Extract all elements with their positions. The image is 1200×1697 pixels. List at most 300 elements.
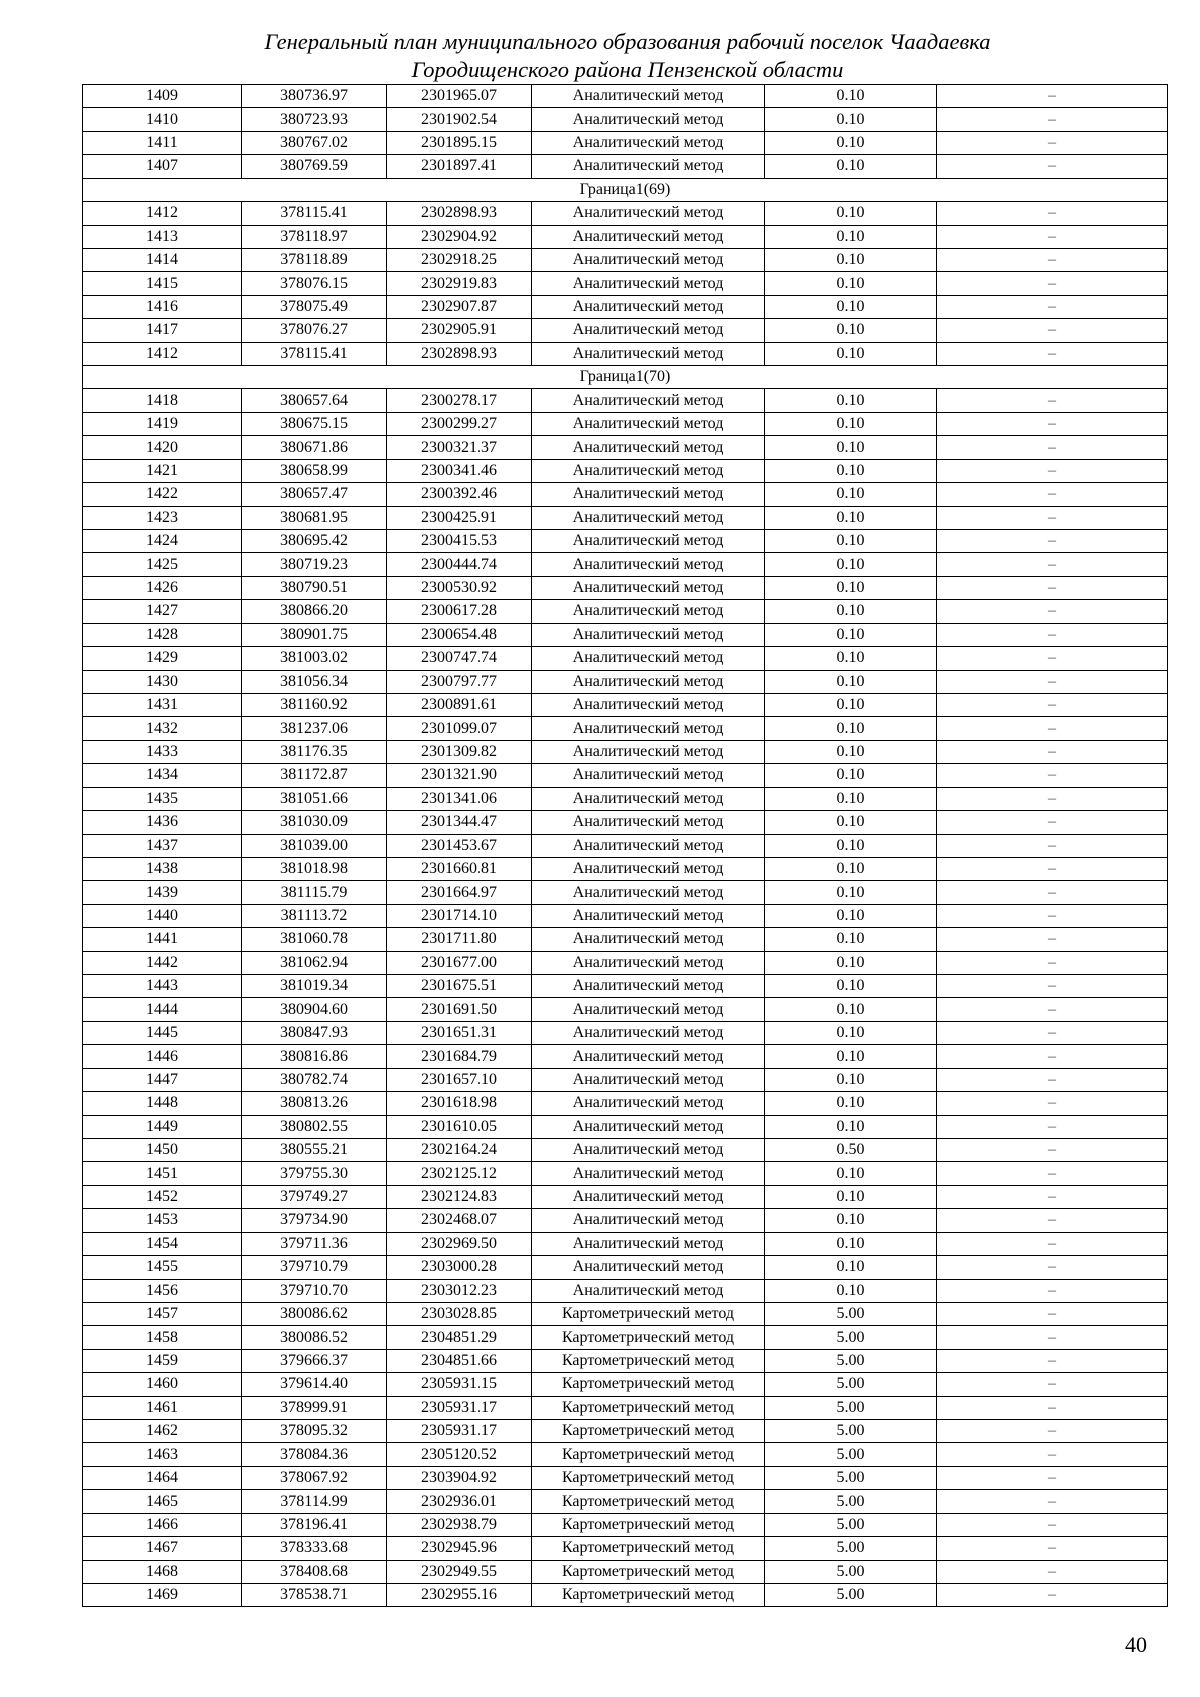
method-cell: Аналитический метод	[532, 1138, 765, 1161]
accuracy-cell: 0.10	[765, 1092, 937, 1115]
table-row	[83, 857, 1168, 880]
point-number-cell: 1449	[83, 1115, 242, 1138]
section-row	[83, 178, 1168, 201]
table-row	[83, 1232, 1168, 1255]
table-row	[83, 693, 1168, 716]
note-cell: –	[937, 1443, 1168, 1466]
table-row	[83, 928, 1168, 951]
page-number: 40	[1125, 1632, 1147, 1657]
y-coordinate-cell: 2305931.15	[387, 1373, 532, 1396]
method-cell: Аналитический метод	[532, 647, 765, 670]
point-number-cell: 1411	[83, 131, 242, 154]
table-row	[83, 1443, 1168, 1466]
x-coordinate-cell: 379614.40	[242, 1373, 387, 1396]
point-number-cell: 1430	[83, 670, 242, 693]
method-cell: Аналитический метод	[532, 1256, 765, 1279]
method-cell: Аналитический метод	[532, 811, 765, 834]
point-number-cell: 1458	[83, 1326, 242, 1349]
point-number-cell: 1409	[83, 85, 242, 108]
point-number-cell: 1418	[83, 389, 242, 412]
y-coordinate-cell: 2302938.79	[387, 1513, 532, 1536]
note-cell: –	[937, 1068, 1168, 1091]
table-row	[83, 131, 1168, 154]
y-coordinate-cell: 2300425.91	[387, 506, 532, 529]
method-cell: Аналитический метод	[532, 108, 765, 131]
coordinates-table	[82, 84, 1168, 1607]
accuracy-cell: 0.10	[765, 1021, 937, 1044]
method-cell: Картометрический метод	[532, 1420, 765, 1443]
note-cell: –	[937, 834, 1168, 857]
x-coordinate-cell: 378114.99	[242, 1490, 387, 1513]
y-coordinate-cell: 2301677.00	[387, 951, 532, 974]
header-title-line2: Городищенского района Пензенской области	[411, 57, 844, 82]
note-cell: –	[937, 740, 1168, 763]
table-row	[83, 1537, 1168, 1560]
note-cell: –	[937, 787, 1168, 810]
x-coordinate-cell: 381056.34	[242, 670, 387, 693]
method-cell: Аналитический метод	[532, 975, 765, 998]
table-row	[83, 1256, 1168, 1279]
note-cell: –	[937, 295, 1168, 318]
y-coordinate-cell: 2300530.92	[387, 576, 532, 599]
x-coordinate-cell: 381051.66	[242, 787, 387, 810]
note-cell: –	[937, 506, 1168, 529]
method-cell: Картометрический метод	[532, 1349, 765, 1372]
x-coordinate-cell: 380847.93	[242, 1021, 387, 1044]
table-row	[83, 670, 1168, 693]
accuracy-cell: 0.10	[765, 975, 937, 998]
method-cell: Аналитический метод	[532, 295, 765, 318]
note-cell: –	[937, 272, 1168, 295]
table-row	[83, 764, 1168, 787]
note-cell: –	[937, 1209, 1168, 1232]
x-coordinate-cell: 381160.92	[242, 693, 387, 716]
x-coordinate-cell: 378118.97	[242, 225, 387, 248]
x-coordinate-cell: 380723.93	[242, 108, 387, 131]
point-number-cell: 1435	[83, 787, 242, 810]
note-cell: –	[937, 928, 1168, 951]
accuracy-cell: 0.10	[765, 553, 937, 576]
y-coordinate-cell: 2303904.92	[387, 1466, 532, 1489]
y-coordinate-cell: 2300797.77	[387, 670, 532, 693]
note-cell: –	[937, 1302, 1168, 1325]
point-number-cell: 1434	[83, 764, 242, 787]
y-coordinate-cell: 2305931.17	[387, 1420, 532, 1443]
x-coordinate-cell: 378115.41	[242, 342, 387, 365]
method-cell: Картометрический метод	[532, 1466, 765, 1489]
accuracy-cell: 0.10	[765, 670, 937, 693]
method-cell: Аналитический метод	[532, 1092, 765, 1115]
method-cell: Аналитический метод	[532, 787, 765, 810]
point-number-cell: 1438	[83, 857, 242, 880]
method-cell: Аналитический метод	[532, 717, 765, 740]
accuracy-cell: 0.10	[765, 202, 937, 225]
method-cell: Аналитический метод	[532, 693, 765, 716]
method-cell: Аналитический метод	[532, 881, 765, 904]
y-coordinate-cell: 2302907.87	[387, 295, 532, 318]
table-row	[83, 1420, 1168, 1443]
x-coordinate-cell: 380657.47	[242, 483, 387, 506]
x-coordinate-cell: 380782.74	[242, 1068, 387, 1091]
point-number-cell: 1454	[83, 1232, 242, 1255]
y-coordinate-cell: 2301684.79	[387, 1045, 532, 1068]
x-coordinate-cell: 380555.21	[242, 1138, 387, 1161]
point-number-cell: 1410	[83, 108, 242, 131]
note-cell: –	[937, 998, 1168, 1021]
section-title: Граница1(69)	[83, 178, 1168, 201]
note-cell: –	[937, 857, 1168, 880]
x-coordinate-cell: 380719.23	[242, 553, 387, 576]
accuracy-cell: 0.10	[765, 881, 937, 904]
method-cell: Картометрический метод	[532, 1326, 765, 1349]
x-coordinate-cell: 379711.36	[242, 1232, 387, 1255]
method-cell: Аналитический метод	[532, 530, 765, 553]
point-number-cell: 1422	[83, 483, 242, 506]
y-coordinate-cell: 2301895.15	[387, 131, 532, 154]
table-row	[83, 553, 1168, 576]
method-cell: Аналитический метод	[532, 553, 765, 576]
point-number-cell: 1452	[83, 1185, 242, 1208]
accuracy-cell: 0.10	[765, 1209, 937, 1232]
method-cell: Картометрический метод	[532, 1584, 765, 1607]
method-cell: Аналитический метод	[532, 904, 765, 927]
method-cell: Аналитический метод	[532, 576, 765, 599]
x-coordinate-cell: 379755.30	[242, 1162, 387, 1185]
method-cell: Аналитический метод	[532, 951, 765, 974]
point-number-cell: 1446	[83, 1045, 242, 1068]
y-coordinate-cell: 2301618.98	[387, 1092, 532, 1115]
table-row	[83, 1326, 1168, 1349]
note-cell: –	[937, 530, 1168, 553]
method-cell: Картометрический метод	[532, 1513, 765, 1536]
x-coordinate-cell: 378095.32	[242, 1420, 387, 1443]
table-row	[83, 108, 1168, 131]
accuracy-cell: 0.10	[765, 1256, 937, 1279]
x-coordinate-cell: 378118.89	[242, 248, 387, 271]
x-coordinate-cell: 380681.95	[242, 506, 387, 529]
x-coordinate-cell: 380769.59	[242, 155, 387, 178]
point-number-cell: 1420	[83, 436, 242, 459]
method-cell: Картометрический метод	[532, 1443, 765, 1466]
y-coordinate-cell: 2301341.06	[387, 787, 532, 810]
method-cell: Аналитический метод	[532, 1021, 765, 1044]
table-row	[83, 811, 1168, 834]
point-number-cell: 1431	[83, 693, 242, 716]
y-coordinate-cell: 2301714.10	[387, 904, 532, 927]
table-row	[83, 202, 1168, 225]
x-coordinate-cell: 381019.34	[242, 975, 387, 998]
y-coordinate-cell: 2300278.17	[387, 389, 532, 412]
y-coordinate-cell: 2300341.46	[387, 459, 532, 482]
accuracy-cell: 5.00	[765, 1490, 937, 1513]
point-number-cell: 1417	[83, 319, 242, 342]
table-row	[83, 506, 1168, 529]
x-coordinate-cell: 379666.37	[242, 1349, 387, 1372]
table-row	[83, 1373, 1168, 1396]
point-number-cell: 1461	[83, 1396, 242, 1419]
table-row	[83, 998, 1168, 1021]
point-number-cell: 1457	[83, 1302, 242, 1325]
method-cell: Картометрический метод	[532, 1537, 765, 1560]
note-cell: –	[937, 131, 1168, 154]
y-coordinate-cell: 2301897.41	[387, 155, 532, 178]
y-coordinate-cell: 2301664.97	[387, 881, 532, 904]
table-row	[83, 295, 1168, 318]
note-cell: –	[937, 1466, 1168, 1489]
y-coordinate-cell: 2302125.12	[387, 1162, 532, 1185]
note-cell: –	[937, 342, 1168, 365]
x-coordinate-cell: 378076.27	[242, 319, 387, 342]
point-number-cell: 1414	[83, 248, 242, 271]
table-row	[83, 951, 1168, 974]
method-cell: Аналитический метод	[532, 623, 765, 646]
table-row	[83, 1045, 1168, 1068]
point-number-cell: 1468	[83, 1560, 242, 1583]
method-cell: Аналитический метод	[532, 1185, 765, 1208]
note-cell: –	[937, 975, 1168, 998]
table-row	[83, 1138, 1168, 1161]
table-row	[83, 319, 1168, 342]
table-row	[83, 1162, 1168, 1185]
table-row	[83, 576, 1168, 599]
method-cell: Аналитический метод	[532, 670, 765, 693]
y-coordinate-cell: 2302955.16	[387, 1584, 532, 1607]
accuracy-cell: 0.10	[765, 436, 937, 459]
accuracy-cell: 0.10	[765, 1279, 937, 1302]
note-cell: –	[937, 85, 1168, 108]
y-coordinate-cell: 2301309.82	[387, 740, 532, 763]
y-coordinate-cell: 2301099.07	[387, 717, 532, 740]
method-cell: Аналитический метод	[532, 436, 765, 459]
note-cell: –	[937, 225, 1168, 248]
point-number-cell: 1455	[83, 1256, 242, 1279]
x-coordinate-cell: 380790.51	[242, 576, 387, 599]
point-number-cell: 1462	[83, 1420, 242, 1443]
method-cell: Аналитический метод	[532, 319, 765, 342]
x-coordinate-cell: 379710.79	[242, 1256, 387, 1279]
y-coordinate-cell: 2301691.50	[387, 998, 532, 1021]
point-number-cell: 1424	[83, 530, 242, 553]
note-cell: –	[937, 1279, 1168, 1302]
x-coordinate-cell: 380675.15	[242, 412, 387, 435]
note-cell: –	[937, 811, 1168, 834]
header-title-line1: Генеральный план муниципального образования рабочий поселок Чаадаевка	[264, 29, 991, 54]
point-number-cell: 1459	[83, 1349, 242, 1372]
y-coordinate-cell: 2302904.92	[387, 225, 532, 248]
table-row	[83, 834, 1168, 857]
x-coordinate-cell: 379710.70	[242, 1279, 387, 1302]
point-number-cell: 1413	[83, 225, 242, 248]
x-coordinate-cell: 381172.87	[242, 764, 387, 787]
note-cell: –	[937, 1021, 1168, 1044]
note-cell: –	[937, 108, 1168, 131]
table-row	[83, 1021, 1168, 1044]
y-coordinate-cell: 2301675.51	[387, 975, 532, 998]
point-number-cell: 1423	[83, 506, 242, 529]
note-cell: –	[937, 1045, 1168, 1068]
note-cell: –	[937, 904, 1168, 927]
accuracy-cell: 0.10	[765, 295, 937, 318]
point-number-cell: 1433	[83, 740, 242, 763]
accuracy-cell: 5.00	[765, 1513, 937, 1536]
note-cell: –	[937, 483, 1168, 506]
x-coordinate-cell: 378538.71	[242, 1584, 387, 1607]
note-cell: –	[937, 389, 1168, 412]
note-cell: –	[937, 1373, 1168, 1396]
y-coordinate-cell: 2305120.52	[387, 1443, 532, 1466]
accuracy-cell: 0.10	[765, 998, 937, 1021]
accuracy-cell: 5.00	[765, 1560, 937, 1583]
accuracy-cell: 0.10	[765, 1115, 937, 1138]
coordinates-table-body	[83, 85, 1168, 1607]
method-cell: Картометрический метод	[532, 1396, 765, 1419]
y-coordinate-cell: 2303000.28	[387, 1256, 532, 1279]
y-coordinate-cell: 2304851.29	[387, 1326, 532, 1349]
x-coordinate-cell: 381115.79	[242, 881, 387, 904]
method-cell: Аналитический метод	[532, 1162, 765, 1185]
table-row	[83, 85, 1168, 108]
table-row	[83, 787, 1168, 810]
x-coordinate-cell: 380086.52	[242, 1326, 387, 1349]
note-cell: –	[937, 693, 1168, 716]
x-coordinate-cell: 380866.20	[242, 600, 387, 623]
y-coordinate-cell: 2301657.10	[387, 1068, 532, 1091]
x-coordinate-cell: 378196.41	[242, 1513, 387, 1536]
point-number-cell: 1442	[83, 951, 242, 974]
x-coordinate-cell: 380086.62	[242, 1302, 387, 1325]
method-cell: Аналитический метод	[532, 483, 765, 506]
method-cell: Аналитический метод	[532, 1209, 765, 1232]
method-cell: Аналитический метод	[532, 600, 765, 623]
accuracy-cell: 0.10	[765, 693, 937, 716]
point-number-cell: 1425	[83, 553, 242, 576]
method-cell: Аналитический метод	[532, 202, 765, 225]
y-coordinate-cell: 2300415.53	[387, 530, 532, 553]
method-cell: Аналитический метод	[532, 389, 765, 412]
note-cell: –	[937, 553, 1168, 576]
method-cell: Аналитический метод	[532, 857, 765, 880]
accuracy-cell: 0.10	[765, 623, 937, 646]
note-cell: –	[937, 319, 1168, 342]
x-coordinate-cell: 381237.06	[242, 717, 387, 740]
point-number-cell: 1407	[83, 155, 242, 178]
table-row	[83, 1115, 1168, 1138]
method-cell: Аналитический метод	[532, 1279, 765, 1302]
point-number-cell: 1445	[83, 1021, 242, 1044]
note-cell: –	[937, 155, 1168, 178]
table-row	[83, 1209, 1168, 1232]
y-coordinate-cell: 2300392.46	[387, 483, 532, 506]
accuracy-cell: 5.00	[765, 1373, 937, 1396]
accuracy-cell: 0.10	[765, 1045, 937, 1068]
table-row	[83, 600, 1168, 623]
note-cell: –	[937, 1349, 1168, 1372]
point-number-cell: 1466	[83, 1513, 242, 1536]
y-coordinate-cell: 2302969.50	[387, 1232, 532, 1255]
method-cell: Картометрический метод	[532, 1373, 765, 1396]
y-coordinate-cell: 2301321.90	[387, 764, 532, 787]
accuracy-cell: 0.10	[765, 576, 937, 599]
accuracy-cell: 0.10	[765, 85, 937, 108]
note-cell: –	[937, 1326, 1168, 1349]
point-number-cell: 1426	[83, 576, 242, 599]
table-row	[83, 272, 1168, 295]
note-cell: –	[937, 1584, 1168, 1607]
note-cell: –	[937, 764, 1168, 787]
x-coordinate-cell: 381030.09	[242, 811, 387, 834]
method-cell: Аналитический метод	[532, 342, 765, 365]
point-number-cell: 1448	[83, 1092, 242, 1115]
table-row	[83, 1466, 1168, 1489]
x-coordinate-cell: 380658.99	[242, 459, 387, 482]
method-cell: Аналитический метод	[532, 834, 765, 857]
note-cell: –	[937, 1162, 1168, 1185]
y-coordinate-cell: 2302918.25	[387, 248, 532, 271]
accuracy-cell: 0.10	[765, 928, 937, 951]
y-coordinate-cell: 2302124.83	[387, 1185, 532, 1208]
table-row	[83, 717, 1168, 740]
table-row	[83, 155, 1168, 178]
x-coordinate-cell: 379749.27	[242, 1185, 387, 1208]
method-cell: Аналитический метод	[532, 85, 765, 108]
method-cell: Аналитический метод	[532, 1068, 765, 1091]
accuracy-cell: 0.10	[765, 459, 937, 482]
y-coordinate-cell: 2303028.85	[387, 1302, 532, 1325]
x-coordinate-cell: 381039.00	[242, 834, 387, 857]
method-cell: Аналитический метод	[532, 506, 765, 529]
point-number-cell: 1451	[83, 1162, 242, 1185]
x-coordinate-cell: 378408.68	[242, 1560, 387, 1583]
x-coordinate-cell: 381062.94	[242, 951, 387, 974]
note-cell: –	[937, 1138, 1168, 1161]
y-coordinate-cell: 2301711.80	[387, 928, 532, 951]
accuracy-cell: 0.10	[765, 904, 937, 927]
accuracy-cell: 0.10	[765, 108, 937, 131]
x-coordinate-cell: 380695.42	[242, 530, 387, 553]
y-coordinate-cell: 2300747.74	[387, 647, 532, 670]
table-row	[83, 389, 1168, 412]
y-coordinate-cell: 2302936.01	[387, 1490, 532, 1513]
table-row	[83, 1279, 1168, 1302]
y-coordinate-cell: 2300321.37	[387, 436, 532, 459]
x-coordinate-cell: 381003.02	[242, 647, 387, 670]
y-coordinate-cell: 2302949.55	[387, 1560, 532, 1583]
table-row	[83, 1584, 1168, 1607]
point-number-cell: 1439	[83, 881, 242, 904]
x-coordinate-cell: 380671.86	[242, 436, 387, 459]
y-coordinate-cell: 2300444.74	[387, 553, 532, 576]
point-number-cell: 1441	[83, 928, 242, 951]
accuracy-cell: 5.00	[765, 1349, 937, 1372]
accuracy-cell: 0.10	[765, 1068, 937, 1091]
point-number-cell: 1427	[83, 600, 242, 623]
table-row	[83, 225, 1168, 248]
method-cell: Аналитический метод	[532, 272, 765, 295]
point-number-cell: 1465	[83, 1490, 242, 1513]
method-cell: Аналитический метод	[532, 764, 765, 787]
y-coordinate-cell: 2301610.05	[387, 1115, 532, 1138]
note-cell: –	[937, 1420, 1168, 1443]
note-cell: –	[937, 248, 1168, 271]
point-number-cell: 1419	[83, 412, 242, 435]
x-coordinate-cell: 380901.75	[242, 623, 387, 646]
point-number-cell: 1416	[83, 295, 242, 318]
y-coordinate-cell: 2301660.81	[387, 857, 532, 880]
note-cell: –	[937, 1513, 1168, 1536]
y-coordinate-cell: 2302945.96	[387, 1537, 532, 1560]
y-coordinate-cell: 2302919.83	[387, 272, 532, 295]
point-number-cell: 1444	[83, 998, 242, 1021]
